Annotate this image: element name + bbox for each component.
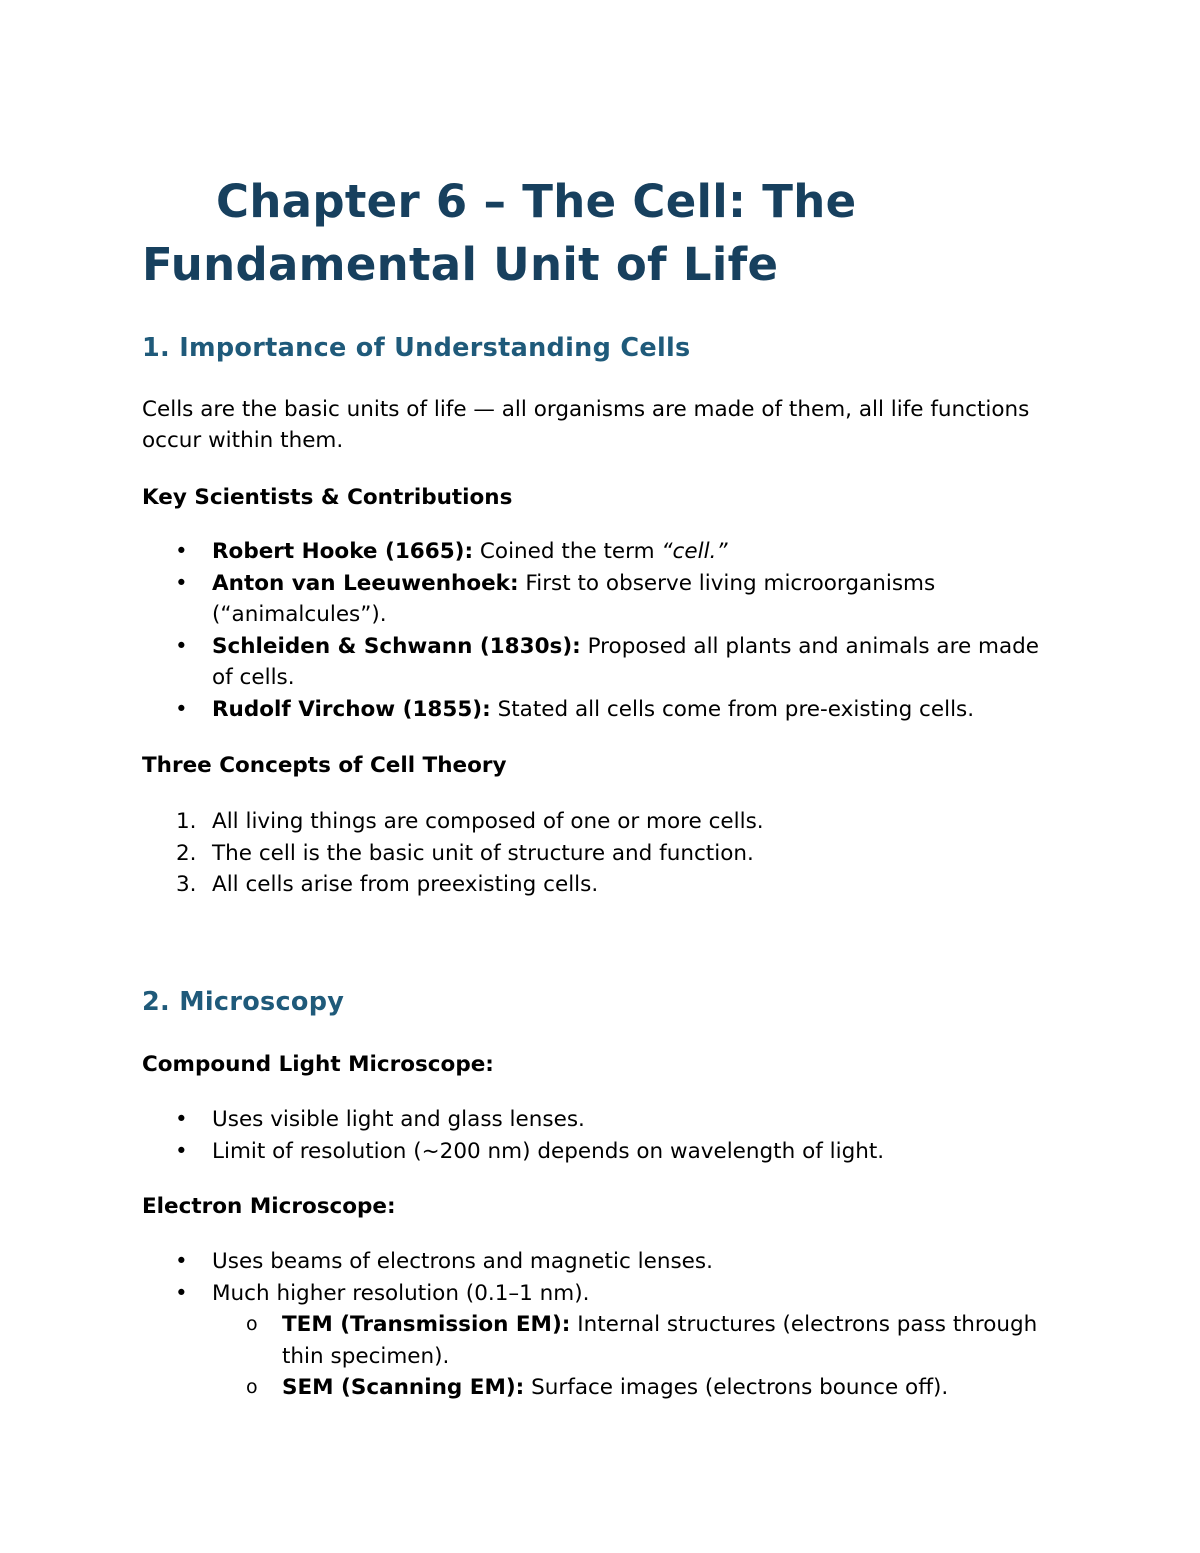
list-item bbox=[142, 1136, 1062, 1168]
page-title bbox=[142, 170, 1062, 296]
list-item bbox=[142, 838, 1062, 870]
section-1-intro: Cells are the basic units of life — all organisms are made of them, all life functions occur within them. bbox=[142, 397, 1030, 453]
em-type-text: Surface images (electrons bounce off). bbox=[524, 1375, 949, 1400]
cell-theory-heading: Three Concepts of Cell Theory bbox=[142, 753, 507, 778]
bullet-icon: • bbox=[175, 696, 188, 722]
list-item bbox=[142, 694, 1062, 726]
list-item bbox=[142, 568, 1062, 631]
theory-text: All cells arise from preexisting cells. bbox=[212, 872, 599, 897]
theory-text: The cell is the basic unit of structure and function. bbox=[212, 840, 754, 866]
scientist-name: Schleiden & Schwann (1830s): bbox=[212, 633, 581, 659]
em-type-name: SEM (Scanning EM): bbox=[282, 1375, 525, 1400]
em-type-text: Internal structures (electrons pass through thin specimen). bbox=[282, 1312, 1038, 1369]
scientist-emphasis: “cell.” bbox=[661, 539, 728, 564]
light-microscope-list bbox=[142, 1104, 1062, 1167]
list-number: 3. bbox=[176, 872, 197, 897]
electron-microscope-sublist bbox=[212, 1309, 1062, 1404]
section-1-heading: 1. Importance of Understanding Cells bbox=[142, 333, 691, 363]
list-item bbox=[142, 1278, 1062, 1404]
scientist-name: Robert Hooke (1665): bbox=[212, 539, 474, 564]
scientist-name: Anton van Leeuwenhoek: bbox=[212, 570, 519, 596]
bullet-icon: • bbox=[175, 1280, 188, 1306]
bullet-icon: • bbox=[175, 1107, 188, 1132]
title-line-2: Fundamental Unit of Life bbox=[142, 238, 779, 291]
title-line-1: Chapter 6 – The Cell: The bbox=[216, 175, 857, 228]
list-item bbox=[142, 1104, 1062, 1136]
list-number: 2. bbox=[176, 840, 197, 866]
light-microscope-heading: Compound Light Microscope: bbox=[142, 1052, 494, 1077]
section-2-heading: 2. Microscopy bbox=[142, 987, 345, 1017]
cell-theory-list bbox=[142, 806, 1062, 901]
scientist-text: First to observe living microorganisms (“animalcules”). bbox=[212, 570, 936, 627]
item-text: Limit of resolution (~200 nm) depends on wavelength of light. bbox=[212, 1138, 885, 1164]
list-item bbox=[142, 1246, 1062, 1278]
sub-bullet-icon: o bbox=[246, 1313, 258, 1335]
list-item bbox=[142, 806, 1062, 838]
sub-list-item bbox=[212, 1309, 1062, 1372]
bullet-icon: • bbox=[175, 1138, 188, 1164]
scientists-list bbox=[142, 536, 1062, 725]
list-number: 1. bbox=[176, 809, 197, 834]
sub-list-item bbox=[212, 1372, 1062, 1404]
list-item bbox=[142, 536, 1062, 568]
key-scientists-heading: Key Scientists & Contributions bbox=[142, 485, 513, 510]
electron-microscope-heading: Electron Microscope: bbox=[142, 1194, 396, 1219]
scientist-text: Stated all cells come from pre-existing cells. bbox=[490, 696, 975, 722]
item-text: Uses beams of electrons and magnetic lenses. bbox=[212, 1249, 713, 1274]
list-item bbox=[142, 869, 1062, 901]
em-type-name: TEM (Transmission EM): bbox=[282, 1312, 571, 1337]
bullet-icon: • bbox=[175, 570, 188, 596]
bullet-icon: • bbox=[175, 633, 188, 659]
scientist-text: Proposed all plants and animals are made of cells. bbox=[212, 633, 1040, 690]
electron-microscope-list bbox=[142, 1246, 1062, 1404]
sub-bullet-icon: o bbox=[246, 1376, 258, 1398]
scientist-name: Rudolf Virchow (1855): bbox=[212, 696, 491, 722]
item-text: Much higher resolution (0.1–1 nm). bbox=[212, 1280, 590, 1306]
scientist-text: Coined the term bbox=[473, 539, 662, 564]
item-text: Uses visible light and glass lenses. bbox=[212, 1107, 585, 1132]
bullet-icon: • bbox=[175, 539, 188, 564]
theory-text: All living things are composed of one or more cells. bbox=[212, 809, 764, 834]
list-item bbox=[142, 631, 1062, 694]
bullet-icon: • bbox=[175, 1249, 188, 1274]
